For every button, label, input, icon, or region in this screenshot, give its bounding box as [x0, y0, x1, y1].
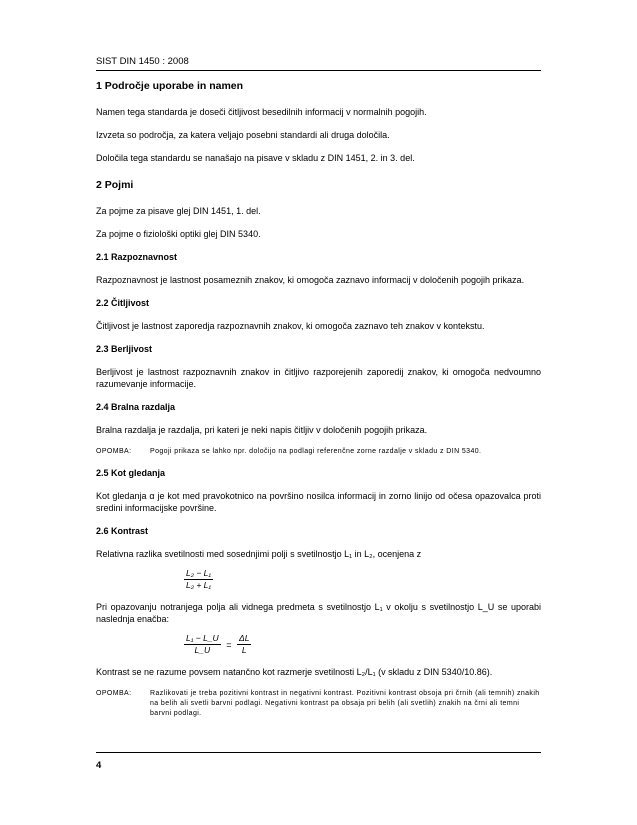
section-2-4-note [96, 447, 541, 457]
section-2-4-text: Bralna razdalja je razdalja, pri kateri je neki napis čitljiv v določenih pogojih prikaza. [96, 425, 428, 435]
section-2-paragraph-1: Za pojme za pisave glej DIN 1451, 1. del. [96, 206, 261, 216]
note-text: Pogoji prikaza se lahko npr. določijo na podlagi referenčne zorne razdalje v skladu z DIN 5340. [150, 448, 482, 455]
note-label: OPOMBA: [96, 690, 132, 697]
section-1-paragraph-1: Namen tega standarda je doseči čitljivost besedilnih informacij v normalnih pogojih. [96, 107, 427, 117]
footer-rule [96, 752, 541, 753]
formula-2-equals: = [226, 639, 232, 650]
formula-2-right-fraction [237, 633, 251, 656]
section-2-paragraph-2: Za pojme o fiziološki optiki glej DIN 5340. [96, 229, 261, 239]
section-1-heading: 1 Področje uporabe in namen [96, 80, 244, 92]
note-text: Razlikovati je treba pozitivni kontrast in negativni kontrast. Pozitivni kontrast obsoja pri črnih (ali temnih) znakih na belih ali svetli barvni podlagi. Negativni kontrast pa obsaja pri belih (ali svetlih) znakih na črni ali temni barvni podlagi. [150, 690, 540, 717]
formula-1-fraction [184, 568, 213, 591]
section-2-6-heading: 2.6 Kontrast [96, 526, 149, 536]
section-2-2-text: Čitljivost je lastnost zaporedja razpoznavnih znakov, ki omogoča zaznavo teh znakov v kontekstu. [96, 321, 485, 331]
document-body [96, 80, 541, 729]
formula-1 [96, 568, 541, 591]
formula-2-left-fraction [184, 633, 221, 656]
formula-2-left-denominator: L_U [194, 645, 211, 655]
section-1-paragraph-3: Določila tega standardu se nanašajo na pisave v skladu z DIN 1451, 2. in 3. del. [96, 153, 415, 163]
section-2-5-text: Kot gledanja α je kot med pravokotnico na površino nosilca informacij in zorno linijo od očesa opazovalca proti sredini informacijske površine. [96, 491, 541, 513]
section-2-3-text: Berljivost je lastnost razpoznavnih znakov in čitljivo razporejenih zaporedij znakov, ki omogoča nedvoumno razumevanje informacije. [96, 367, 541, 389]
section-2-6-note [96, 689, 541, 719]
formula-2 [96, 633, 541, 656]
section-2-4-heading: 2.4 Bralna razdalja [96, 402, 176, 412]
document-header: SIST DIN 1450 : 2008 [96, 56, 189, 67]
section-1-paragraph-2: Izvzeta so področja, za katera veljajo posebni standardi ali druga določila. [96, 130, 390, 140]
note-label: OPOMBA: [96, 448, 132, 455]
section-2-5-heading: 2.5 Kot gledanja [96, 468, 166, 478]
section-2-6-text-2: Pri opazovanju notranjega polja ali vidnega predmeta s svetilnostjo L₁ v okolju s svetilnostjo L_U se uporabi naslednja enačba: [96, 602, 541, 624]
section-2-1-text: Razpoznavnost je lastnost posameznih znakov, ki omogoča zaznavo informacij v določenih pogojih prikaza. [96, 275, 525, 285]
section-2-6-text-1: Relativna razlika svetilnosti med sosednjimi polji s svetilnostjo L₁ in L₂, ocenjena z [96, 549, 422, 559]
section-2-2-heading: 2.2 Čitljivost [96, 298, 150, 308]
formula-1-numerator: L₂ − L₁ [186, 568, 212, 578]
section-2-1-heading: 2.1 Razpoznavnost [96, 252, 178, 262]
page-number: 4 [96, 760, 102, 771]
formula-2-left-numerator: L₁ − L_U [186, 633, 219, 643]
formula-2-right-numerator: ΔL [239, 633, 250, 643]
formula-2-right-denominator: L [241, 645, 247, 655]
section-2-6-text-3: Kontrast se ne razume povsem natančno kot razmerje svetilnosti L₂/L₁ (v skladu z DIN 5340/10.86). [96, 667, 493, 677]
formula-1-denominator: L₂ + L₁ [186, 580, 212, 590]
header-rule [96, 70, 541, 71]
section-2-3-heading: 2.3 Berljivost [96, 344, 153, 354]
section-2-heading: 2 Pojmi [96, 179, 134, 191]
